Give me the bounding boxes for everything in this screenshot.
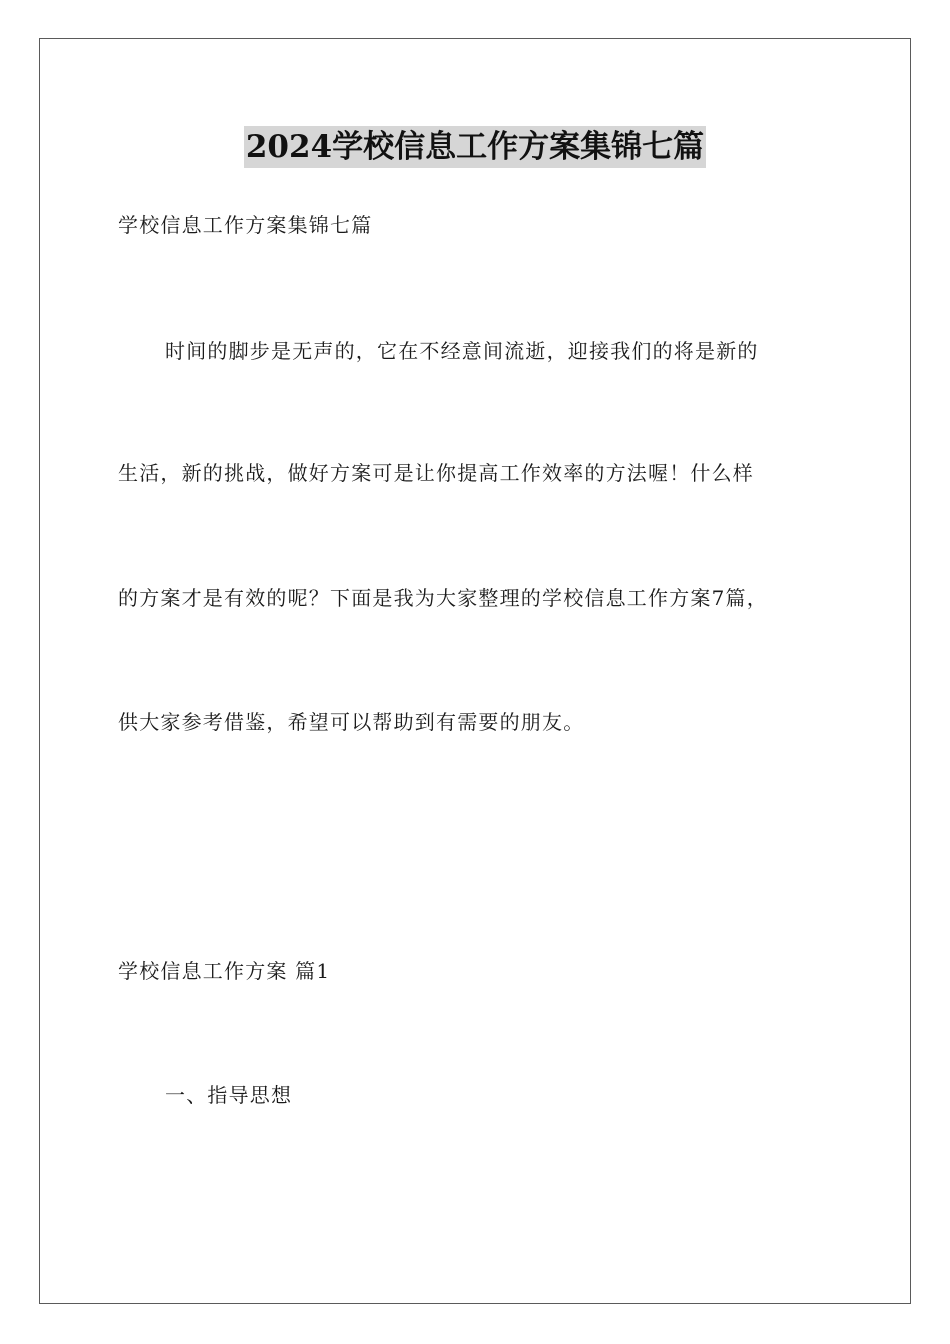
section-heading: 学校信息工作方案 篇1: [118, 959, 331, 983]
title-container: [0, 126, 950, 168]
document-subtitle: 学校信息工作方案集锦七篇: [118, 213, 373, 237]
subsection-heading: 一、指导思想: [165, 1083, 293, 1107]
intro-line-3: 的方案才是有效的呢？下面是我为大家整理的学校信息工作方案7篇，: [118, 586, 768, 610]
document-title: 2024学校信息工作方案集锦七篇: [244, 126, 706, 168]
intro-line-1: 时间的脚步是无声的，它在不经意间流逝，迎接我们的将是新的: [165, 339, 759, 363]
intro-line-2: 生活，新的挑战，做好方案可是让你提高工作效率的方法喔！什么样: [118, 461, 754, 485]
intro-line-4: 供大家参考借鉴，希望可以帮助到有需要的朋友。: [118, 710, 585, 734]
